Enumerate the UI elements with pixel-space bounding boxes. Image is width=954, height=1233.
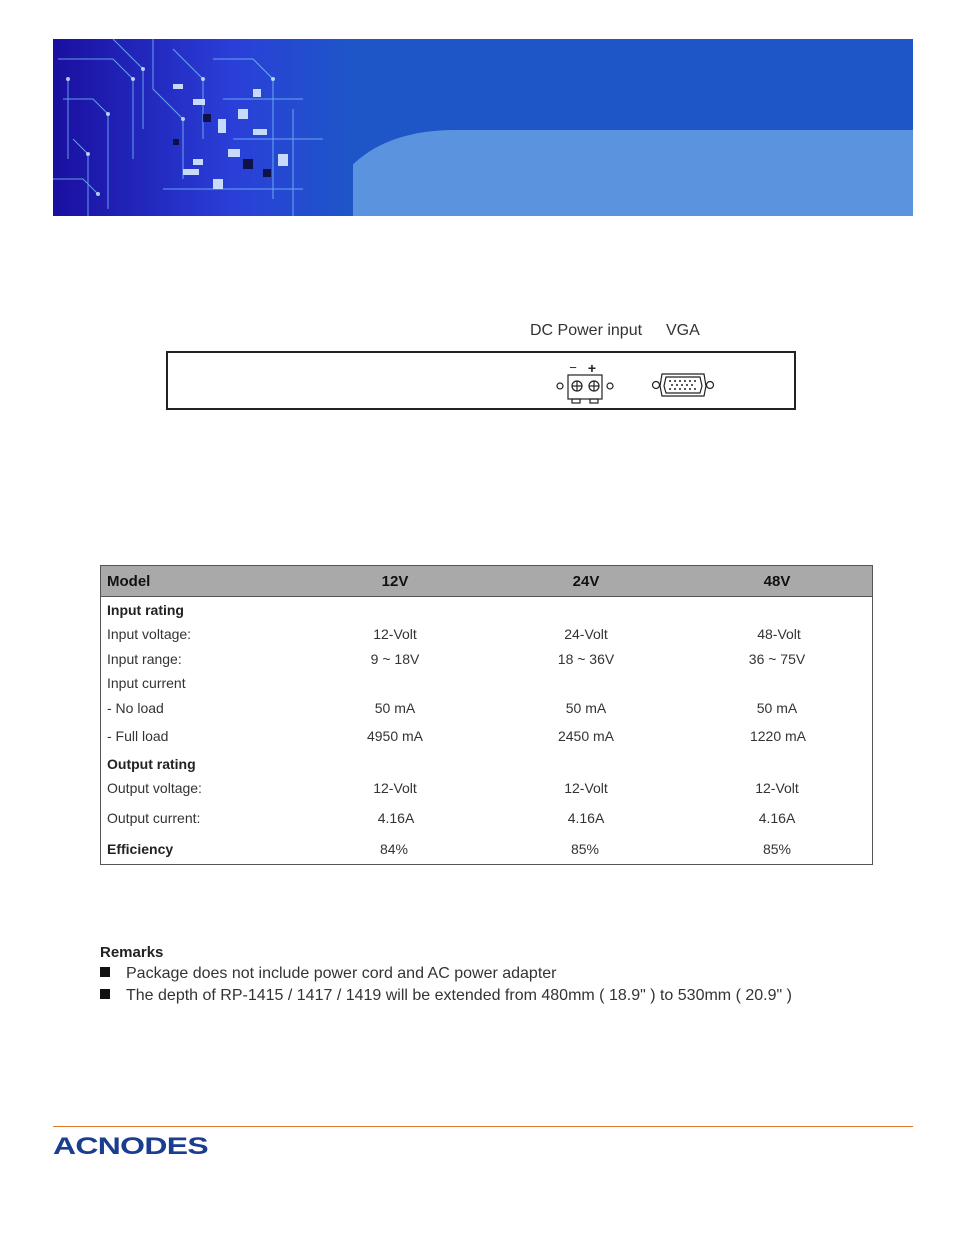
cell-24v: 2450 mA: [557, 728, 615, 744]
row-label: Input range:: [107, 651, 182, 667]
dc-power-connector-icon: [557, 375, 613, 403]
row-label: Efficiency: [107, 841, 174, 857]
remark-text: Package does not include power cord and AC power adapter: [126, 965, 557, 982]
remark-item: [100, 987, 792, 1005]
row-label: Input voltage:: [107, 626, 192, 642]
remark-item: [100, 965, 557, 983]
cell-48v: 85%: [762, 841, 792, 857]
row-label: Output voltage:: [107, 780, 202, 796]
dc-power-input-label: DC Power input: [530, 322, 643, 339]
square-bullet-icon: [100, 967, 110, 977]
cell-12v: 4.16A: [377, 810, 415, 826]
row-label: Input rating: [107, 602, 184, 618]
acnodes-logo-image: [53, 1132, 213, 1158]
plus-sign: +: [587, 360, 597, 376]
cell-12v: 4950 mA: [366, 728, 424, 744]
footer-divider: [53, 1126, 913, 1127]
row-label: Output current:: [107, 810, 201, 826]
remark-text: The depth of RP-1415 / 1417 / 1419 will be extended from 480mm ( 18.9" ) to 530mm ( 20.9" ): [126, 987, 792, 1004]
header-12v: 12V: [381, 573, 409, 590]
cell-48v: 1220 mA: [749, 728, 807, 744]
remarks-title: Remarks: [100, 944, 164, 961]
rear-panel-drawing: [168, 353, 798, 412]
power-spec-table: [100, 565, 873, 865]
cell-24v: 24-Volt: [564, 626, 608, 642]
cell-12v: 9 ~ 18V: [370, 651, 420, 667]
acnodes-logo: [53, 1132, 213, 1163]
row-label: Input current: [107, 675, 186, 691]
cell-12v: 12-Volt: [373, 626, 417, 642]
cell-24v: 18 ~ 36V: [557, 651, 615, 667]
square-bullet-icon: [100, 989, 110, 999]
cell-12v: 12-Volt: [373, 780, 417, 796]
header-24v: 24V: [572, 573, 600, 590]
vga-pins: [669, 380, 696, 390]
row-label: Output rating: [107, 756, 196, 772]
cell-24v: 12-Volt: [564, 780, 608, 796]
brand-text: ACNODES: [53, 1133, 209, 1158]
header-48v: 48V: [763, 573, 791, 590]
rear-panel-diagram: [166, 351, 796, 410]
cell-24v: 85%: [570, 841, 600, 857]
cell-12v: 50 mA: [374, 700, 416, 716]
circuit-board-image: [53, 39, 353, 216]
header-banner: [53, 39, 913, 216]
cell-48v: 36 ~ 75V: [748, 651, 806, 667]
cell-24v: 50 mA: [565, 700, 607, 716]
cell-48v: 50 mA: [756, 700, 798, 716]
row-label: - Full load: [107, 728, 169, 744]
cell-12v: 84%: [379, 841, 409, 857]
vga-label: VGA: [666, 322, 700, 339]
minus-sign: −: [569, 360, 577, 375]
table-header-row: [101, 566, 872, 597]
header-model: Model: [107, 573, 151, 590]
cell-24v: 4.16A: [567, 810, 605, 826]
cell-48v: 12-Volt: [755, 780, 799, 796]
cell-48v: 4.16A: [758, 810, 796, 826]
row-label: - No load: [107, 700, 164, 716]
cell-48v: 48-Volt: [757, 626, 801, 642]
